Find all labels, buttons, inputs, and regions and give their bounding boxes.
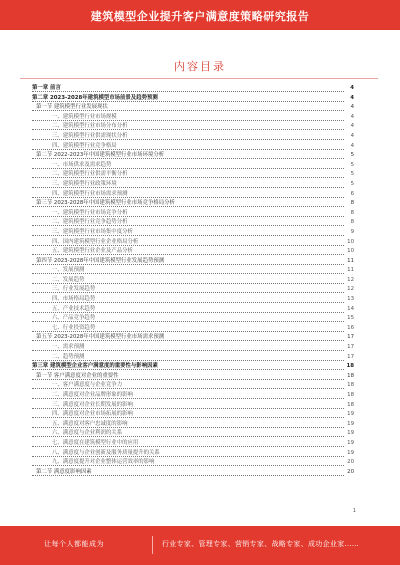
toc-entry-page: 4: [345, 84, 354, 94]
toc-entry-text: 二、满意度对企业品牌形象的影响: [52, 392, 133, 398]
toc-entry[interactable]: [32, 285, 354, 295]
toc-entry[interactable]: [32, 94, 354, 104]
toc-entry-text: 第一节 客户满意度对企业的重要性: [36, 372, 119, 379]
toc-entry-page: 4: [345, 103, 354, 113]
toc-entry-page: 4: [345, 94, 354, 104]
toc-entry-page: 4: [345, 122, 354, 132]
toc-entry[interactable]: [32, 276, 354, 286]
toc-entry-text: 八、满意度与企业创新及服务质量提升的关系: [52, 449, 160, 456]
toc-entry-text: 一、市场供求及需求趋势: [52, 161, 112, 168]
toc-entry-text: 六、产品竞争趋势: [52, 315, 96, 322]
toc-entry[interactable]: [32, 458, 354, 468]
toc-entry-page: 10: [345, 238, 354, 248]
toc-entry-page: 4: [345, 132, 354, 142]
toc-entry[interactable]: [32, 314, 354, 324]
toc-entry-page: 5: [345, 180, 354, 190]
toc-entry[interactable]: [32, 113, 354, 123]
toc-entry-text: 二、建筑模型行业市场分布分析: [52, 123, 128, 130]
toc-entry-page: 8: [345, 209, 354, 219]
toc-entry-text: 四、建筑模型行业市场需求预测: [52, 190, 128, 197]
toc-entry-page: 18: [345, 362, 354, 372]
toc-entry[interactable]: [32, 218, 354, 228]
footer-roles: 行业专家、管理专家、营销专家、战略专家、成功企业家……: [162, 540, 360, 548]
toc-entry-text: 第二节 2022-2023年中国建筑模型行业市场环境分析: [36, 152, 165, 159]
report-title: 建筑模型企业提升客户满意度策略研究报告: [90, 10, 310, 23]
toc-entry[interactable]: [32, 468, 354, 478]
toc-entry-page: 19: [345, 420, 354, 430]
footer-banner: [0, 526, 400, 565]
toc-entry-page: 9: [345, 228, 354, 238]
toc-entry-page: 20: [345, 468, 354, 478]
toc-entry[interactable]: [32, 401, 354, 411]
toc-entry-page: 4: [345, 142, 354, 152]
toc-entry-text: 一、建筑模型行业市场规模: [52, 113, 117, 120]
toc-entry[interactable]: [32, 247, 354, 257]
toc-entry-text: 五、建筑模型行业企业及产品分析: [52, 248, 133, 255]
toc-leader-dots: [32, 90, 344, 92]
toc-entry-text: 第五节 2023-2028年中国建筑模型行业市场需求预测: [36, 334, 165, 341]
toc-entry-text: 二、趋势预测: [52, 353, 85, 360]
table-of-contents: [32, 84, 354, 477]
toc-entry[interactable]: [32, 122, 354, 132]
toc-entry-page: 5: [345, 170, 354, 180]
toc-entry[interactable]: [32, 228, 354, 238]
toc-entry-text: 四、市场格局趋势: [52, 296, 96, 303]
toc-entry-page: 16: [345, 324, 354, 334]
toc-entry[interactable]: [32, 190, 354, 200]
toc-entry-text: 一、建筑模型行业市场竞争分析: [52, 209, 128, 216]
toc-entry[interactable]: [32, 429, 354, 439]
toc-entry[interactable]: [32, 170, 354, 180]
toc-entry-page: 19: [345, 429, 354, 439]
toc-entry-page: 10: [345, 247, 354, 257]
toc-entry[interactable]: [32, 324, 354, 334]
toc-entry[interactable]: [32, 305, 354, 315]
toc-entry-text: 九、满意度提升对企业整体运营效率的影响: [52, 459, 155, 466]
toc-entry-text: 第三节 2023-2028年中国建筑模型行业市场竞争格局分析: [36, 200, 175, 207]
toc-entry-text: 第二章 2023-2028年建筑模型市场前景及趋势预测: [32, 94, 158, 101]
toc-entry[interactable]: [32, 209, 354, 219]
toc-entry-text: 三、建筑模型行业供需现状分析: [52, 132, 128, 139]
toc-entry-page: 19: [345, 449, 354, 459]
toc-entry-text: 二、建筑模型行业供需平衡分析: [52, 171, 128, 178]
toc-entry[interactable]: [32, 372, 354, 382]
toc-entry-page: 19: [345, 410, 354, 420]
toc-entry-text: 第一节 建筑模型行业发展现状: [36, 104, 108, 111]
toc-entry-page: 14: [345, 305, 354, 315]
toc-entry-text: 四、满意度对企业市场拓展的影响: [52, 411, 133, 418]
toc-entry[interactable]: [32, 295, 354, 305]
toc-divider: [20, 78, 378, 79]
toc-entry[interactable]: [32, 420, 354, 430]
toc-entry-page: 4: [345, 113, 354, 123]
toc-entry[interactable]: [32, 449, 354, 459]
toc-entry[interactable]: [32, 381, 354, 391]
toc-entry-text: 一、客户满意度与企业竞争力: [52, 382, 123, 389]
toc-entry-page: 13: [345, 295, 354, 305]
toc-entry-page: 12: [345, 276, 354, 286]
toc-entry-text: 七、行业投资趋势: [52, 324, 96, 331]
toc-entry-page: 18: [345, 401, 354, 411]
toc-entry[interactable]: [32, 180, 354, 190]
toc-entry[interactable]: [32, 410, 354, 420]
toc-entry-text: 四、国内建筑模型行业企业格局分析: [52, 238, 139, 245]
page-number: 1: [352, 508, 356, 514]
toc-entry-page: 17: [345, 333, 354, 343]
toc-entry-page: 5: [345, 161, 354, 171]
report-header-banner: [0, 0, 400, 30]
toc-entry-page: 18: [345, 372, 354, 382]
toc-entry-text: 二、建筑模型行业竞争趋势分析: [52, 219, 128, 226]
toc-entry[interactable]: [32, 439, 354, 449]
toc-entry[interactable]: [32, 257, 354, 267]
toc-entry[interactable]: [32, 84, 354, 94]
toc-entry-page: 17: [345, 353, 354, 363]
toc-entry-page: 18: [345, 391, 354, 401]
toc-entry-text: 三、满意度对企业长期发展的影响: [52, 401, 133, 408]
toc-entry[interactable]: [32, 333, 354, 343]
toc-entry[interactable]: [32, 266, 354, 276]
toc-entry-page: 8: [345, 199, 354, 209]
toc-entry[interactable]: [32, 353, 354, 363]
toc-entry-text: 三、行业发展趋势: [52, 286, 96, 293]
toc-entry-page: 18: [345, 381, 354, 391]
toc-entry[interactable]: [32, 142, 354, 152]
toc-heading: 内容目录: [174, 60, 226, 73]
toc-entry-text: 第三章 建筑模型企业客户满意度的重要性与影响因素: [32, 363, 158, 370]
toc-entry-text: 六、满意度与企业利润的关系: [52, 430, 123, 437]
toc-entry[interactable]: [32, 199, 354, 209]
footer-divider: [152, 536, 153, 554]
toc-entry[interactable]: [32, 343, 354, 353]
footer-slogan: 让每个人都能成为: [44, 540, 104, 548]
toc-entry[interactable]: [32, 161, 354, 171]
toc-entry-page: 11: [345, 257, 354, 267]
toc-entry-text: 第四节 2023-2028年中国建筑模型行业发展趋势预测: [36, 257, 165, 264]
toc-entry-page: 6: [345, 190, 354, 200]
toc-entry-text: 第二节 满意度影响因素: [36, 468, 92, 475]
toc-entry[interactable]: [32, 151, 354, 161]
toc-entry-page: 20: [345, 458, 354, 468]
toc-entry[interactable]: [32, 132, 354, 142]
toc-entry-page: 8: [345, 218, 354, 228]
toc-entry-text: 二、发展趋势: [52, 276, 85, 283]
toc-entry[interactable]: [32, 362, 354, 372]
toc-entry-page: 12: [345, 285, 354, 295]
toc-entry-text: 五、满意度对客户忠诚度的影响: [52, 420, 128, 427]
toc-entry-text: 一、发展预测: [52, 267, 85, 274]
toc-entry-page: 5: [345, 151, 354, 161]
toc-entry-text: 五、产业技术趋势: [52, 305, 96, 312]
toc-entry[interactable]: [32, 238, 354, 248]
toc-entry-page: 17: [345, 343, 354, 353]
toc-entry-text: 一、需求预测: [52, 344, 85, 351]
toc-entry-text: 七、满意度在建筑模型行业中的应用: [52, 439, 139, 446]
toc-entry-page: 11: [345, 266, 354, 276]
toc-entry-page: 15: [345, 314, 354, 324]
toc-entry-text: 三、建筑模型行业市场集中度分析: [52, 228, 133, 235]
toc-entry-page: 19: [345, 439, 354, 449]
toc-entry[interactable]: [32, 391, 354, 401]
toc-entry-text: 三、建筑模型行业政策环境: [52, 180, 117, 187]
toc-entry-text: 四、建筑模型行业竞争格局: [52, 142, 117, 149]
toc-entry-text: 第一章 前言: [32, 85, 61, 91]
toc-entry[interactable]: [32, 103, 354, 113]
